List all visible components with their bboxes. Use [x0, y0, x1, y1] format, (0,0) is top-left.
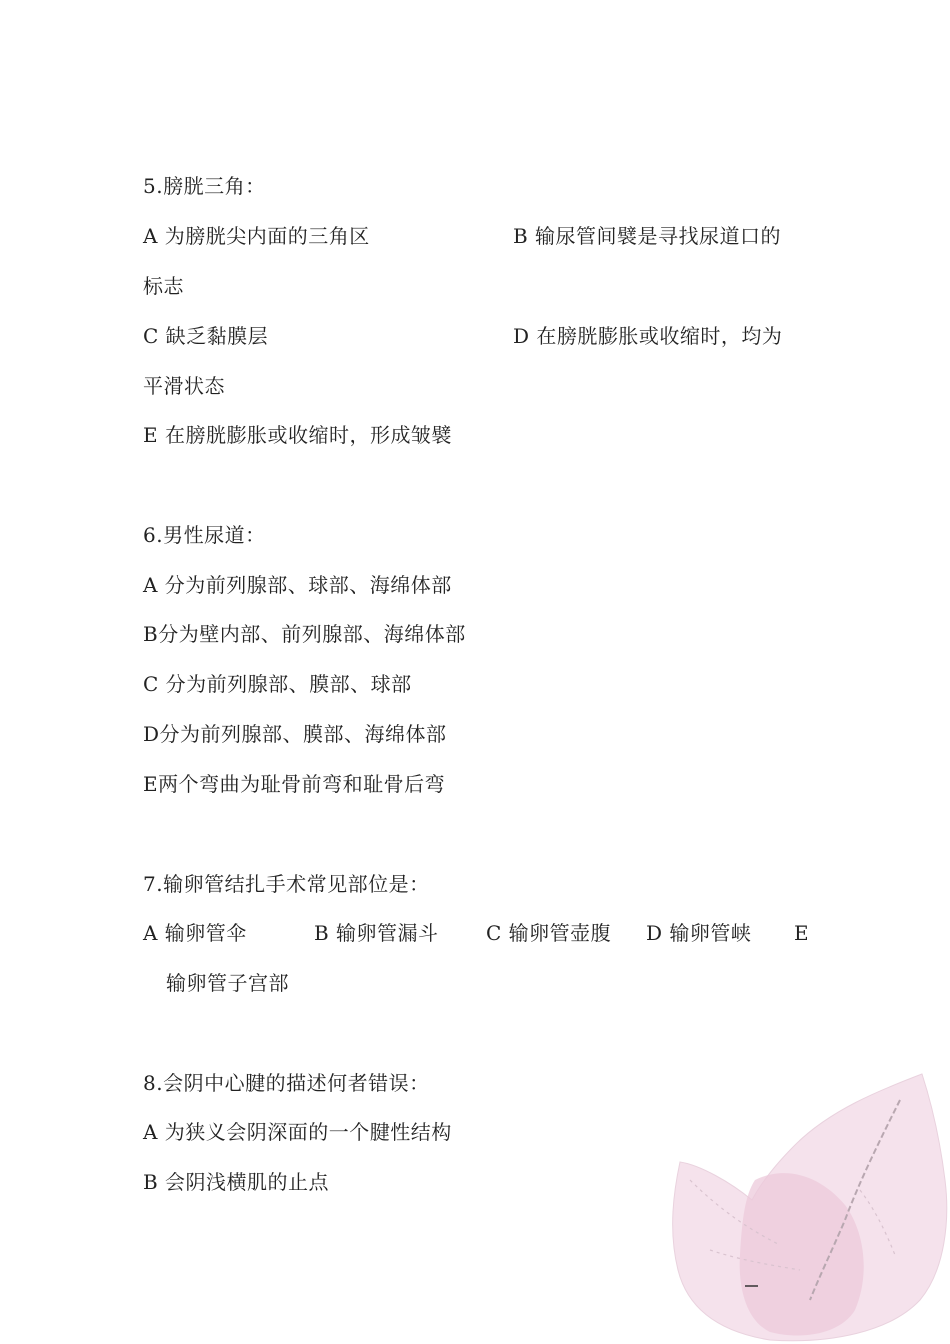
question-7-option-a: A 输卵管伞 [143, 921, 247, 945]
question-6-option-d: D分为前列腺部、膜部、海绵体部 [143, 722, 447, 746]
question-6-option-a: A 分为前列腺部、球部、海绵体部 [143, 573, 452, 597]
question-5-option-b: B 输尿管间襞是寻找尿道口的 [513, 224, 782, 248]
question-8-option-b: B 会阴浅横肌的止点 [143, 1170, 330, 1194]
question-6-option-b: B分为壁内部、前列腺部、海绵体部 [143, 622, 466, 646]
question-8-stem: 8.会阴中心腱的描述何者错误： [143, 1071, 430, 1095]
question-5-option-d: D 在膀胱膨胀或收缩时，均为 [513, 324, 783, 348]
question-5-option-b-continued: 标志 [143, 274, 184, 298]
question-6-option-e: E两个弯曲为耻骨前弯和耻骨后弯 [143, 772, 446, 796]
question-7-stem: 7.输卵管结扎手术常见部位是： [143, 872, 430, 896]
question-7-option-c: C 输卵管壶腹 [486, 921, 612, 945]
question-5-option-e: E 在膀胱膨胀或收缩时，形成皱襞 [143, 423, 452, 447]
question-7-option-b: B 输卵管漏斗 [314, 921, 439, 945]
question-6-option-c: C 分为前列腺部、膜部、球部 [143, 672, 412, 696]
question-5-option-a: A 为膀胱尖内面的三角区 [143, 224, 370, 248]
question-5-option-c: C 缺乏黏膜层 [143, 324, 269, 348]
question-8-option-a: A 为狭义会阴深面的一个腱性结构 [143, 1120, 452, 1144]
question-7-option-d: D 输卵管峡 [646, 921, 752, 945]
question-7-option-e-text: 输卵管子宫部 [166, 971, 289, 995]
leaf-watermark-icon [660, 1070, 950, 1344]
question-6-stem: 6.男性尿道： [143, 523, 266, 547]
question-5-option-d-continued: 平滑状态 [143, 374, 225, 398]
question-5-stem: 5.膀胱三角： [143, 174, 266, 198]
question-7-option-e-letter: E [794, 921, 810, 945]
